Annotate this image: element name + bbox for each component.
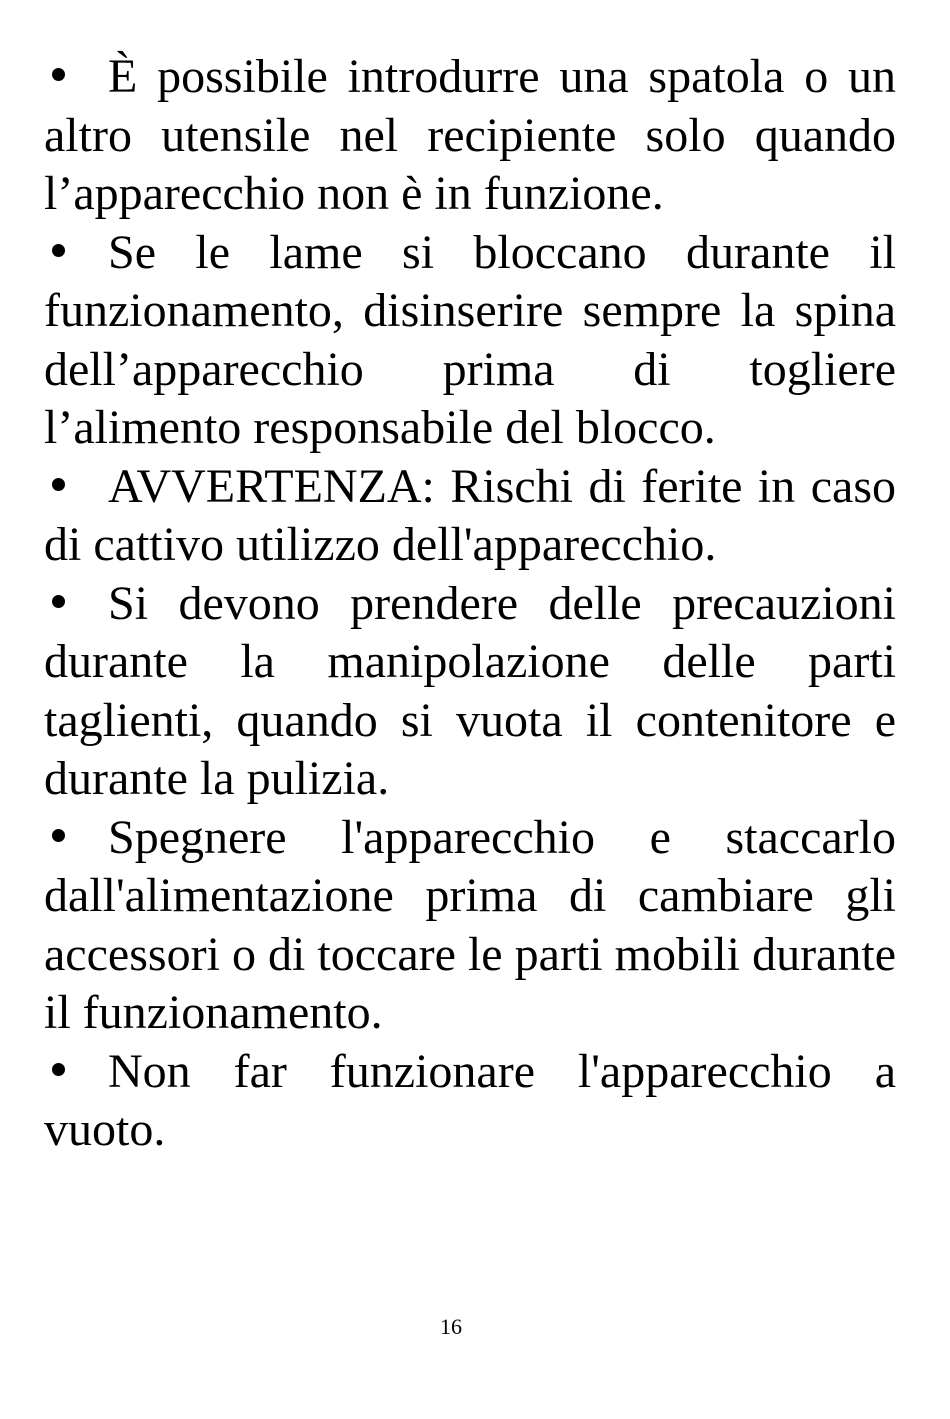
bullet-icon <box>44 1043 108 1102</box>
page-number: 16 <box>440 1314 462 1339</box>
bullet-item <box>44 809 896 1043</box>
bullet-icon <box>44 809 108 868</box>
document-page <box>44 48 896 1160</box>
bullet-item-text: È possibile introdurre una spatola o un altro utensile nel recipiente solo quando l’apparecchio non è in funzione. <box>44 50 896 220</box>
bullet-item-text: Si devono prendere delle precauzioni durante la manipolazione delle parti taglienti, quando si vuota il contenitore e durante la pulizia. <box>44 576 896 805</box>
bullet-icon <box>44 575 108 634</box>
bullet-item <box>44 458 896 575</box>
bullet-icon <box>44 48 108 107</box>
bullet-item-text: Spegnere l'apparecchio e staccarlo dall'alimentazione prima di cambiare gli accessori o di toccare le parti mobili durante il funzionamento. <box>44 810 896 1039</box>
bullet-icon <box>44 224 108 283</box>
bullet-item-text: Non far funzionare l'apparecchio a vuoto. <box>44 1044 896 1156</box>
bullet-item-text: AVVERTENZA: Rischi di ferite in caso di cattivo utilizzo dell'apparecchio. <box>44 459 896 571</box>
bullet-item <box>44 575 896 809</box>
bullet-item <box>44 224 896 458</box>
bullet-icon <box>44 458 108 517</box>
bullet-item <box>44 1043 896 1160</box>
bullet-item-text: Se le lame si bloccano durante il funzionamento, disinserire sempre la spina dell’apparecchio prima di togliere l’alimento responsabile del blocco. <box>44 225 896 454</box>
bullet-item <box>44 48 896 224</box>
